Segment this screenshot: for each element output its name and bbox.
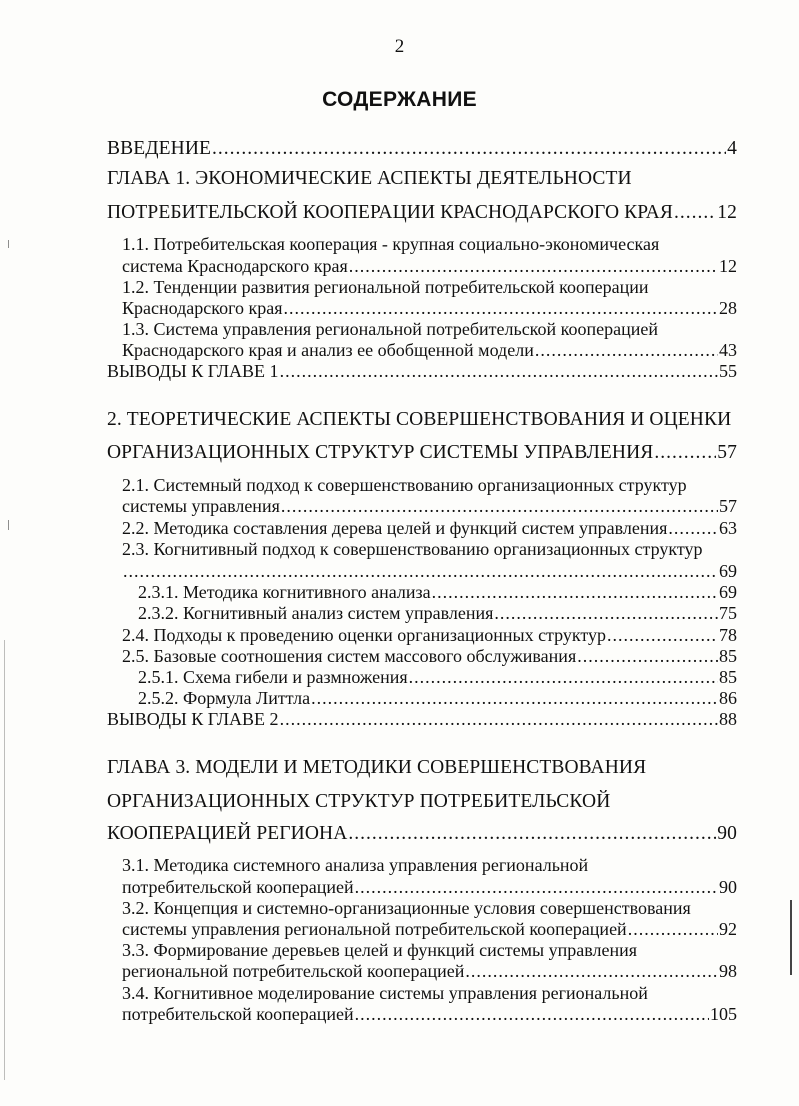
toc-entry-label: системы управления региональной потребительской кооперацией bbox=[122, 919, 627, 939]
dot-leader bbox=[355, 876, 718, 898]
toc-section-3-4[interactable] bbox=[122, 1003, 737, 1025]
toc-page-number: 105 bbox=[710, 1004, 737, 1024]
toc-page-number: 86 bbox=[719, 688, 737, 708]
toc-page-number: 57 bbox=[717, 442, 737, 463]
toc-entry-label: ВВЕДЕНИЕ bbox=[107, 138, 212, 159]
toc-page-number: 85 bbox=[719, 667, 737, 687]
dot-leader bbox=[348, 823, 716, 845]
toc-entry-label: 2.3.2. Когнитивный анализ систем управления bbox=[138, 603, 494, 623]
scan-artifact-left-margin bbox=[4, 640, 5, 1080]
toc-section-3-2[interactable] bbox=[122, 918, 737, 940]
toc-section-2-3-1[interactable] bbox=[138, 581, 737, 603]
scan-artifact-left-tick bbox=[8, 520, 9, 530]
dot-leader bbox=[349, 255, 718, 277]
page-number: 2 bbox=[394, 36, 405, 57]
toc-conclusions-2[interactable] bbox=[107, 708, 737, 730]
dot-leader bbox=[465, 960, 718, 982]
toc-page-number: 57 bbox=[719, 496, 737, 516]
dot-leader bbox=[355, 1003, 709, 1025]
toc-chapter-2[interactable] bbox=[107, 442, 737, 464]
toc-page-number: 75 bbox=[719, 603, 737, 623]
toc-page-number: 63 bbox=[719, 518, 737, 538]
dot-leader bbox=[311, 687, 718, 709]
toc-entry-label: 2.5. Базовые соотношения систем массового обслуживания bbox=[122, 646, 577, 666]
toc-section-2-2[interactable] bbox=[122, 517, 737, 539]
toc-section-3-2-line1[interactable]: 3.2. Концепция и системно-организационные условия совершенствования bbox=[122, 898, 691, 918]
toc-entry-label: ВЫВОДЫ К ГЛАВЕ 2 bbox=[107, 709, 279, 729]
toc-section-3-3[interactable] bbox=[122, 960, 737, 982]
toc-section-3-1[interactable] bbox=[122, 876, 737, 898]
toc-page-number: 43 bbox=[719, 340, 737, 360]
dot-leader bbox=[577, 645, 718, 667]
dot-leader bbox=[123, 560, 718, 582]
toc-page-number: 69 bbox=[719, 582, 737, 602]
toc-chapter-3-line1[interactable]: ГЛАВА 3. МОДЕЛИ И МЕТОДИКИ СОВЕРШЕНСТВОВАНИЯ bbox=[107, 757, 647, 778]
toc-section-1-1-line1[interactable]: 1.1. Потребительская кооперация - крупная социально-экономическая bbox=[122, 234, 660, 254]
toc-entry-label: 2.4. Подходы к проведению оценки организационных структур bbox=[122, 625, 607, 645]
dot-leader bbox=[628, 918, 718, 940]
toc-entry-label: 2.5.1. Схема гибели и размножения bbox=[138, 667, 408, 687]
toc-entry-label: системы управления bbox=[122, 496, 280, 516]
toc-chapter-2-line1[interactable]: 2. ТЕОРЕТИЧЕСКИЕ АСПЕКТЫ СОВЕРШЕНСТВОВАНИЯ И ОЦЕНКИ bbox=[107, 409, 732, 430]
toc-entry-label: 2.5.2. Формула Литтла bbox=[138, 688, 311, 708]
dot-leader bbox=[409, 666, 718, 688]
toc-entry-label: 2.2. Методика составления дерева целей и функций систем управления bbox=[122, 518, 668, 538]
toc-page-number: 4 bbox=[727, 138, 737, 159]
toc-entry-label: ПОТРЕБИТЕЛЬСКОЙ КООПЕРАЦИИ КРАСНОДАРСКОГО КРАЯ bbox=[107, 202, 673, 223]
dot-leader bbox=[668, 517, 718, 539]
toc-entry-label: 2.3.1. Методика когнитивного анализа bbox=[138, 582, 431, 602]
toc-page-number: 78 bbox=[719, 625, 737, 645]
toc-page-number: 69 bbox=[719, 561, 737, 581]
toc-page-number: 28 bbox=[719, 298, 737, 318]
toc-section-1-3-line1[interactable]: 1.3. Система управления региональной потребительской кооперацией bbox=[122, 319, 658, 339]
toc-section-1-2[interactable] bbox=[122, 297, 737, 319]
toc-page-number: 12 bbox=[719, 256, 737, 276]
toc-section-1-2-line1[interactable]: 1.2. Тенденции развития региональной потребительской кооперации bbox=[122, 277, 649, 297]
toc-section-3-4-line1[interactable]: 3.4. Когнитивное моделирование системы управления региональной bbox=[122, 983, 648, 1003]
dot-leader bbox=[281, 495, 718, 517]
toc-chapter-3-line2[interactable]: ОРГАНИЗАЦИОННЫХ СТРУКТУР ПОТРЕБИТЕЛЬСКОЙ bbox=[107, 791, 611, 812]
toc-entry-label: потребительской кооперацией bbox=[122, 1004, 354, 1024]
toc-section-2-1[interactable] bbox=[122, 495, 737, 517]
toc-entry-label: региональной потребительской кооперацией bbox=[122, 961, 465, 981]
dot-leader bbox=[212, 138, 726, 160]
dot-leader bbox=[654, 442, 716, 464]
toc-section-3-1-line1[interactable]: 3.1. Методика системного анализа управления региональной bbox=[122, 855, 589, 875]
dot-leader bbox=[535, 339, 718, 361]
toc-section-2-3[interactable] bbox=[122, 560, 737, 582]
toc-page-number: 12 bbox=[717, 202, 737, 223]
toc-entry-label: ОРГАНИЗАЦИОННЫХ СТРУКТУР СИСТЕМЫ УПРАВЛЕНИЯ bbox=[107, 442, 654, 463]
toc-section-2-1-line1[interactable]: 2.1. Системный подход к совершенствованию организационных структур bbox=[122, 475, 687, 495]
dot-leader bbox=[432, 581, 718, 603]
toc-entry-label: КООПЕРАЦИЕЙ РЕГИОНА bbox=[107, 823, 348, 844]
dot-leader bbox=[280, 360, 718, 382]
scan-artifact-right-bracket bbox=[790, 900, 792, 975]
toc-section-2-3-line1[interactable]: 2.3. Когнитивный подход к совершенствованию организационных структур bbox=[122, 539, 703, 559]
toc-page-number: 90 bbox=[719, 877, 737, 897]
toc-section-2-5-2[interactable] bbox=[138, 687, 737, 709]
toc-section-2-5[interactable] bbox=[122, 645, 737, 667]
toc-section-2-3-2[interactable] bbox=[138, 602, 737, 624]
toc-chapter-1[interactable] bbox=[107, 202, 737, 224]
toc-page-number: 92 bbox=[719, 919, 737, 939]
toc-page-number: 85 bbox=[719, 646, 737, 666]
dot-leader bbox=[494, 602, 718, 624]
toc-page-number: 98 bbox=[719, 961, 737, 981]
toc-entry-label: ВЫВОДЫ К ГЛАВЕ 1 bbox=[107, 361, 279, 381]
toc-chapter-3[interactable] bbox=[107, 823, 737, 845]
toc-section-1-3[interactable] bbox=[122, 339, 737, 361]
toc-entry-intro[interactable] bbox=[107, 138, 737, 160]
toc-page-number: 90 bbox=[717, 823, 737, 844]
toc-section-2-4[interactable] bbox=[122, 624, 737, 646]
dot-leader bbox=[674, 202, 716, 224]
scan-artifact-left-tick bbox=[8, 240, 9, 248]
toc-section-2-5-1[interactable] bbox=[138, 666, 737, 688]
toc-entry-label: система Краснодарского края bbox=[122, 256, 348, 276]
toc-entry-label: Краснодарского края и анализ ее обобщенной модели bbox=[122, 340, 534, 360]
toc-entry-label: потребительской кооперацией bbox=[122, 877, 354, 897]
toc-page-number: 88 bbox=[719, 709, 737, 729]
toc-page-number: 55 bbox=[719, 361, 737, 381]
toc-conclusions-1[interactable] bbox=[107, 360, 737, 382]
toc-section-1-1[interactable] bbox=[122, 255, 737, 277]
toc-chapter-1-line1[interactable]: ГЛАВА 1. ЭКОНОМИЧЕСКИЕ АСПЕКТЫ ДЕЯТЕЛЬНОСТИ bbox=[107, 168, 632, 189]
toc-section-3-3-line1[interactable]: 3.3. Формирование деревьев целей и функций системы управления bbox=[122, 940, 638, 960]
dot-leader bbox=[284, 297, 718, 319]
toc-title: СОДЕРЖАНИЕ bbox=[322, 88, 477, 111]
dot-leader bbox=[280, 708, 718, 730]
toc-entry-label: Краснодарского края bbox=[122, 298, 283, 318]
dot-leader bbox=[607, 624, 718, 646]
